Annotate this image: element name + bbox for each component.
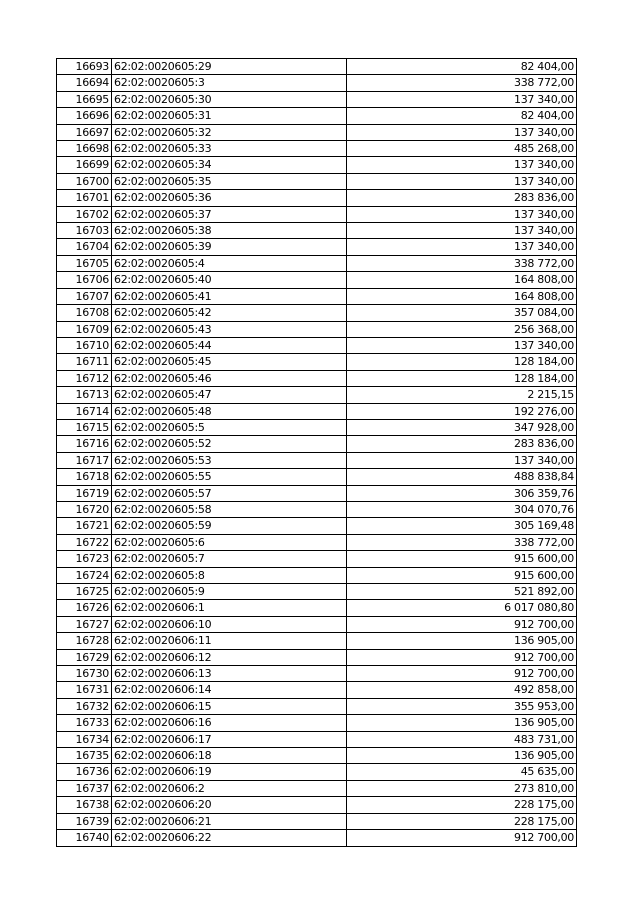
table-row xyxy=(57,173,577,189)
cadastral-number-cell: 62:02:0020605:39 xyxy=(112,239,347,255)
row-number-cell: 16699 xyxy=(57,157,112,173)
row-number-cell: 16710 xyxy=(57,337,112,353)
row-number-cell: 16734 xyxy=(57,731,112,747)
table-row xyxy=(57,75,577,91)
table-row xyxy=(57,403,577,419)
row-number-cell: 16705 xyxy=(57,255,112,271)
cadastral-value-cell: 2 215,15 xyxy=(347,387,577,403)
row-number-cell: 16711 xyxy=(57,354,112,370)
cadastral-value-cell: 483 731,00 xyxy=(347,731,577,747)
cadastral-number-cell: 62:02:0020606:14 xyxy=(112,682,347,698)
row-number-cell: 16718 xyxy=(57,469,112,485)
cadastral-value-cell: 164 808,00 xyxy=(347,272,577,288)
cadastral-number-cell: 62:02:0020605:58 xyxy=(112,501,347,517)
cadastral-value-cell: 912 700,00 xyxy=(347,649,577,665)
table-row xyxy=(57,124,577,140)
table-row xyxy=(57,239,577,255)
cadastral-number-cell: 62:02:0020605:9 xyxy=(112,584,347,600)
cadastral-value-cell: 82 404,00 xyxy=(347,59,577,75)
table-row xyxy=(57,223,577,239)
row-number-cell: 16722 xyxy=(57,534,112,550)
row-number-cell: 16696 xyxy=(57,108,112,124)
row-number-cell: 16712 xyxy=(57,370,112,386)
cadastral-value-cell: 136 905,00 xyxy=(347,633,577,649)
cadastral-value-cell: 338 772,00 xyxy=(347,75,577,91)
cadastral-value-cell: 137 340,00 xyxy=(347,91,577,107)
cadastral-value-cell: 6 017 080,80 xyxy=(347,600,577,616)
cadastral-number-cell: 62:02:0020606:15 xyxy=(112,698,347,714)
row-number-cell: 16729 xyxy=(57,649,112,665)
table-row xyxy=(57,682,577,698)
row-number-cell: 16727 xyxy=(57,616,112,632)
row-number-cell: 16693 xyxy=(57,59,112,75)
cadastral-number-cell: 62:02:0020605:5 xyxy=(112,419,347,435)
row-number-cell: 16720 xyxy=(57,501,112,517)
row-number-cell: 16735 xyxy=(57,748,112,764)
table-row xyxy=(57,698,577,714)
row-number-cell: 16731 xyxy=(57,682,112,698)
row-number-cell: 16709 xyxy=(57,321,112,337)
cadastral-number-cell: 62:02:0020605:3 xyxy=(112,75,347,91)
row-number-cell: 16717 xyxy=(57,452,112,468)
cadastral-number-cell: 62:02:0020605:48 xyxy=(112,403,347,419)
cadastral-value-cell: 912 700,00 xyxy=(347,666,577,682)
cadastral-value-cell: 228 175,00 xyxy=(347,797,577,813)
cadastral-number-cell: 62:02:0020605:41 xyxy=(112,288,347,304)
cadastral-number-cell: 62:02:0020605:29 xyxy=(112,59,347,75)
cadastral-value-cell: 912 700,00 xyxy=(347,616,577,632)
cadastral-value-cell: 137 340,00 xyxy=(347,452,577,468)
table-row xyxy=(57,157,577,173)
cadastral-number-cell: 62:02:0020605:8 xyxy=(112,567,347,583)
cadastral-number-cell: 62:02:0020605:46 xyxy=(112,370,347,386)
cadastral-value-cell: 915 600,00 xyxy=(347,567,577,583)
table-row xyxy=(57,616,577,632)
table-row xyxy=(57,534,577,550)
row-number-cell: 16724 xyxy=(57,567,112,583)
cadastral-number-cell: 62:02:0020606:10 xyxy=(112,616,347,632)
table-row xyxy=(57,288,577,304)
cadastral-number-cell: 62:02:0020606:12 xyxy=(112,649,347,665)
cadastral-number-cell: 62:02:0020606:22 xyxy=(112,830,347,846)
cadastral-number-cell: 62:02:0020605:52 xyxy=(112,436,347,452)
cadastral-value-cell: 912 700,00 xyxy=(347,830,577,846)
table-row xyxy=(57,370,577,386)
table-row xyxy=(57,272,577,288)
row-number-cell: 16704 xyxy=(57,239,112,255)
row-number-cell: 16737 xyxy=(57,780,112,796)
row-number-cell: 16713 xyxy=(57,387,112,403)
row-number-cell: 16721 xyxy=(57,518,112,534)
cadastral-value-cell: 136 905,00 xyxy=(347,748,577,764)
cadastral-number-cell: 62:02:0020605:40 xyxy=(112,272,347,288)
cadastral-value-cell: 128 184,00 xyxy=(347,370,577,386)
document-page xyxy=(56,58,577,847)
cadastral-number-cell: 62:02:0020606:1 xyxy=(112,600,347,616)
table-row xyxy=(57,387,577,403)
table-row xyxy=(57,813,577,829)
cadastral-value-cell: 137 340,00 xyxy=(347,337,577,353)
row-number-cell: 16719 xyxy=(57,485,112,501)
row-number-cell: 16698 xyxy=(57,141,112,157)
row-number-cell: 16707 xyxy=(57,288,112,304)
row-number-cell: 16738 xyxy=(57,797,112,813)
table-row xyxy=(57,469,577,485)
cadastral-value-cell: 347 928,00 xyxy=(347,419,577,435)
cadastral-number-cell: 62:02:0020605:4 xyxy=(112,255,347,271)
cadastral-value-cell: 128 184,00 xyxy=(347,354,577,370)
cadastral-number-cell: 62:02:0020605:38 xyxy=(112,223,347,239)
cadastral-value-cell: 136 905,00 xyxy=(347,715,577,731)
row-number-cell: 16700 xyxy=(57,173,112,189)
table-row xyxy=(57,731,577,747)
row-number-cell: 16708 xyxy=(57,305,112,321)
table-row xyxy=(57,780,577,796)
cadastral-value-cell: 283 836,00 xyxy=(347,190,577,206)
row-number-cell: 16695 xyxy=(57,91,112,107)
cadastral-number-cell: 62:02:0020605:32 xyxy=(112,124,347,140)
cadastral-number-cell: 62:02:0020606:19 xyxy=(112,764,347,780)
table-row xyxy=(57,633,577,649)
cadastral-number-cell: 62:02:0020605:30 xyxy=(112,91,347,107)
table-row xyxy=(57,452,577,468)
cadastral-number-cell: 62:02:0020606:18 xyxy=(112,748,347,764)
cadastral-value-cell: 273 810,00 xyxy=(347,780,577,796)
table-row xyxy=(57,797,577,813)
row-number-cell: 16703 xyxy=(57,223,112,239)
row-number-cell: 16739 xyxy=(57,813,112,829)
cadastral-value-cell: 357 084,00 xyxy=(347,305,577,321)
cadastral-value-cell: 304 070,76 xyxy=(347,501,577,517)
table-row xyxy=(57,764,577,780)
table-body xyxy=(57,59,577,847)
row-number-cell: 16706 xyxy=(57,272,112,288)
table-row xyxy=(57,830,577,846)
row-number-cell: 16701 xyxy=(57,190,112,206)
cadastral-value-cell: 82 404,00 xyxy=(347,108,577,124)
cadastral-number-cell: 62:02:0020605:34 xyxy=(112,157,347,173)
cadastral-number-cell: 62:02:0020605:59 xyxy=(112,518,347,534)
cadastral-value-cell: 137 340,00 xyxy=(347,206,577,222)
table-row xyxy=(57,501,577,517)
cadastral-value-cell: 137 340,00 xyxy=(347,173,577,189)
row-number-cell: 16716 xyxy=(57,436,112,452)
cadastral-number-cell: 62:02:0020605:36 xyxy=(112,190,347,206)
table-row xyxy=(57,255,577,271)
cadastral-value-cell: 915 600,00 xyxy=(347,551,577,567)
row-number-cell: 16725 xyxy=(57,584,112,600)
table-row xyxy=(57,108,577,124)
table-row xyxy=(57,337,577,353)
table-row xyxy=(57,190,577,206)
table-row xyxy=(57,91,577,107)
row-number-cell: 16715 xyxy=(57,419,112,435)
table-row xyxy=(57,715,577,731)
table-row xyxy=(57,305,577,321)
cadastral-number-cell: 62:02:0020605:42 xyxy=(112,305,347,321)
cadastral-number-cell: 62:02:0020605:44 xyxy=(112,337,347,353)
row-number-cell: 16723 xyxy=(57,551,112,567)
cadastral-number-cell: 62:02:0020606:17 xyxy=(112,731,347,747)
row-number-cell: 16736 xyxy=(57,764,112,780)
cadastral-number-cell: 62:02:0020605:7 xyxy=(112,551,347,567)
cadastral-value-cell: 306 359,76 xyxy=(347,485,577,501)
table-row xyxy=(57,419,577,435)
table-row xyxy=(57,485,577,501)
cadastral-number-cell: 62:02:0020605:55 xyxy=(112,469,347,485)
cadastral-number-cell: 62:02:0020605:33 xyxy=(112,141,347,157)
row-number-cell: 16726 xyxy=(57,600,112,616)
cadastral-value-cell: 137 340,00 xyxy=(347,239,577,255)
cadastral-value-cell: 521 892,00 xyxy=(347,584,577,600)
table-row xyxy=(57,206,577,222)
cadastral-value-cell: 492 858,00 xyxy=(347,682,577,698)
table-row xyxy=(57,600,577,616)
cadastral-value-cell: 338 772,00 xyxy=(347,255,577,271)
cadastral-number-cell: 62:02:0020606:16 xyxy=(112,715,347,731)
cadastral-value-cell: 355 953,00 xyxy=(347,698,577,714)
table-row xyxy=(57,551,577,567)
table-row xyxy=(57,436,577,452)
cadastral-value-cell: 45 635,00 xyxy=(347,764,577,780)
cadastral-number-cell: 62:02:0020605:6 xyxy=(112,534,347,550)
cadastral-number-cell: 62:02:0020605:35 xyxy=(112,173,347,189)
cadastral-value-cell: 338 772,00 xyxy=(347,534,577,550)
cadastral-number-cell: 62:02:0020605:53 xyxy=(112,452,347,468)
cadastral-number-cell: 62:02:0020605:45 xyxy=(112,354,347,370)
table-row xyxy=(57,59,577,75)
row-number-cell: 16694 xyxy=(57,75,112,91)
cadastral-number-cell: 62:02:0020606:2 xyxy=(112,780,347,796)
table-row xyxy=(57,666,577,682)
table-row xyxy=(57,567,577,583)
table-row xyxy=(57,649,577,665)
cadastral-value-cell: 137 340,00 xyxy=(347,124,577,140)
row-number-cell: 16728 xyxy=(57,633,112,649)
cadastral-value-cell: 137 340,00 xyxy=(347,223,577,239)
cadastral-value-table xyxy=(56,58,577,847)
cadastral-value-cell: 137 340,00 xyxy=(347,157,577,173)
row-number-cell: 16733 xyxy=(57,715,112,731)
cadastral-value-cell: 485 268,00 xyxy=(347,141,577,157)
cadastral-value-cell: 305 169,48 xyxy=(347,518,577,534)
table-row xyxy=(57,748,577,764)
row-number-cell: 16732 xyxy=(57,698,112,714)
cadastral-value-cell: 488 838,84 xyxy=(347,469,577,485)
cadastral-number-cell: 62:02:0020605:47 xyxy=(112,387,347,403)
row-number-cell: 16730 xyxy=(57,666,112,682)
cadastral-value-cell: 192 276,00 xyxy=(347,403,577,419)
cadastral-number-cell: 62:02:0020606:21 xyxy=(112,813,347,829)
table-row xyxy=(57,354,577,370)
cadastral-number-cell: 62:02:0020605:31 xyxy=(112,108,347,124)
table-row xyxy=(57,518,577,534)
cadastral-value-cell: 228 175,00 xyxy=(347,813,577,829)
cadastral-value-cell: 164 808,00 xyxy=(347,288,577,304)
cadastral-value-cell: 256 368,00 xyxy=(347,321,577,337)
cadastral-number-cell: 62:02:0020606:13 xyxy=(112,666,347,682)
cadastral-number-cell: 62:02:0020606:11 xyxy=(112,633,347,649)
row-number-cell: 16714 xyxy=(57,403,112,419)
cadastral-number-cell: 62:02:0020606:20 xyxy=(112,797,347,813)
row-number-cell: 16740 xyxy=(57,830,112,846)
cadastral-value-cell: 283 836,00 xyxy=(347,436,577,452)
row-number-cell: 16697 xyxy=(57,124,112,140)
table-row xyxy=(57,321,577,337)
table-row xyxy=(57,584,577,600)
table-row xyxy=(57,141,577,157)
cadastral-number-cell: 62:02:0020605:37 xyxy=(112,206,347,222)
row-number-cell: 16702 xyxy=(57,206,112,222)
cadastral-number-cell: 62:02:0020605:57 xyxy=(112,485,347,501)
cadastral-number-cell: 62:02:0020605:43 xyxy=(112,321,347,337)
